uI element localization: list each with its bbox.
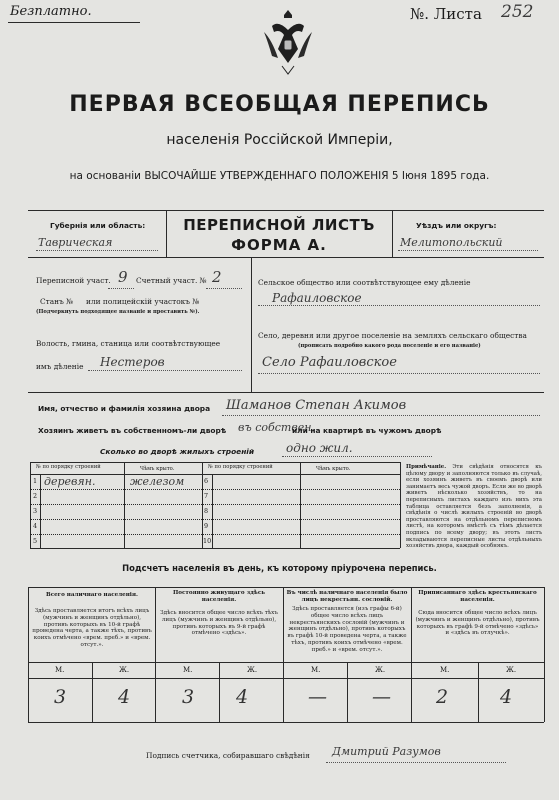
pop-c3-m-head: М. <box>311 666 321 674</box>
table-row: 6 <box>204 477 209 485</box>
page-subtitle: населенія Россійской Имперіи, <box>166 132 393 148</box>
guberniya-label: Губернія или область: <box>50 221 146 230</box>
sheet-number-label: №. Листа <box>410 5 482 23</box>
buildings-col-roof: Чѣмъ крыто. <box>140 466 175 472</box>
pop-col1-note: Здѣсь проставляется итогъ всѣхъ лицъ (мужчинъ и женщинъ отдѣльно), противъ которыхъ въ 10-й графѣ проведена черта, а также тѣхъ, противъ коихъ отмѣчено «врем. преб.» и «врем. отсут.». <box>32 608 152 648</box>
stan-police-label: или полицейскій участокъ № <box>86 297 200 306</box>
table-row: 3 <box>33 507 38 515</box>
free-label: Безплатно. <box>10 4 92 19</box>
table-row: железом <box>130 475 185 488</box>
count-district-label: Счетный участ. № <box>136 276 207 285</box>
owner-rent-label: или на квартирѣ въ чужомъ дворѣ <box>292 426 442 435</box>
form-type: ФОРМА А. <box>231 236 327 254</box>
table-row: 7 <box>204 492 209 500</box>
volost-label-2: имъ дѣленіе <box>36 362 84 371</box>
census-district-value: 9 <box>118 268 128 286</box>
pop-c1-m-head: М. <box>55 666 65 674</box>
table-row: 4 <box>33 522 38 530</box>
pop-col3-head: Въ числѣ наличнаго населенія было лицъ некрестьян. сословій. <box>286 590 408 603</box>
signature-label: Подпись счетчика, собиравшаго свѣдѣнія <box>146 751 310 760</box>
owner-value: Шаманов Степан Акимов <box>226 398 407 413</box>
buildings-value: одно жил. <box>286 441 353 455</box>
pop-c2-f-head: Ж. <box>247 666 258 674</box>
table-row: деревян. <box>44 475 96 488</box>
buildings-col-number: № по порядку строений <box>36 464 101 470</box>
population-title: Подсчетъ населенія въ день, къ которому пріурочена перепись. <box>122 563 437 573</box>
note-block <box>406 464 542 550</box>
pop-c4-f-head: Ж. <box>506 666 517 674</box>
society-value: Рафаиловское <box>272 291 362 305</box>
guberniya-value: Таврическая <box>38 236 113 249</box>
pop-col2-note: Здѣсь вносится общее число всѣхъ тѣхъ лицъ (мужчинъ и женщинъ отдѣльно), противъ которыхъ въ 9-й графѣ отмѣчено «здѣсь». <box>160 610 278 637</box>
note-text: Эти свѣдѣнія относятся къ цѣлому двору и заполняются только въ случаѣ, если хозяинъ живетъ въ своемъ дворѣ или занимаетъ весь чужой дворъ. Если же во дворѣ живетъ нѣсколько хозяйствъ, то на переписныхъ листахъ каждаго изъ нихъ эта таблица оставляется безъ заполненія, а свѣдѣнія о числѣ жилыхъ строеній во дворѣ проставляются на отдѣльномъ переписномъ листѣ, на которомъ вмѣстѣ съ тѣмъ дѣлается подпись по всему двору; въ этотъ листъ вкладываются переписные листы отдѣльныхъ хозяйствъ двора, каждый особнякъ. <box>406 464 542 550</box>
pop-c4-m-value: 2 <box>436 686 449 708</box>
pop-c3-m-value: — <box>308 686 327 708</box>
buildings-col-number-2: № по порядку строений <box>208 464 273 470</box>
volost-value: Нестеров <box>100 355 165 369</box>
uezd-value: Мелитопольский <box>400 236 503 249</box>
pop-col4-head: Приписаннаго здѣсь крестьянскаго населенія. <box>418 590 537 603</box>
pop-col2-head: Постоянно живущаго здѣсь населенія. <box>172 590 266 603</box>
owner-label: Имя, отчество и фамилія хозяина двора <box>38 404 211 413</box>
pop-col1-head: Всего наличнаго населенія. <box>45 592 138 598</box>
village-note: (прописать подробно какого рода поселеніе и его названіе) <box>298 343 481 349</box>
pop-c1-f-head: Ж. <box>119 666 130 674</box>
village-label: Село, деревня или другое поселеніе на земляхъ сельскаго общества <box>258 331 527 340</box>
sheet-number-value: 252 <box>501 2 534 22</box>
table-row: 2 <box>33 492 38 500</box>
pop-col3-note: Здѣсь проставляется (изъ графы 6-й) общее число всѣхъ лицъ некрестьянскихъ сословій (мужчинъ и женщинъ отдѣльно), противъ которыхъ въ графѣ 10-й проведена черта, а также тѣхъ, противъ коихъ отмѣчено «врем. преб.» и «врем. отсут.». <box>287 606 407 653</box>
pop-c1-m-value: 3 <box>54 686 67 708</box>
pop-c3-f-value: — <box>372 686 391 708</box>
pop-c1-f-value: 4 <box>118 686 131 708</box>
census-district-label: Переписной участ. <box>36 276 111 285</box>
count-district-value: 2 <box>212 268 222 286</box>
owner-lives-value: въ собствен. <box>238 421 315 434</box>
table-row: 1 <box>33 477 38 485</box>
village-value: Село Рафаиловское <box>262 355 397 370</box>
stan-note: (Подчеркнуть подходящее названіе и проставить №). <box>36 309 200 315</box>
pop-c4-m-head: М. <box>440 666 450 674</box>
pop-c2-m-head: М. <box>183 666 193 674</box>
legal-basis: на основаніи ВЫСОЧАЙШЕ УТВЕРЖДЕННАГО ПОЛОЖЕНІЯ 5 Іюня 1895 года. <box>69 170 490 182</box>
table-row: 9 <box>204 522 209 530</box>
page-title: ПЕРВАЯ ВСЕОБЩАЯ ПЕРЕПИСЬ <box>69 92 490 117</box>
society-label: Сельское общество или соотвѣтствующее ему дѣленіе <box>258 278 471 287</box>
pop-c3-f-head: Ж. <box>375 666 386 674</box>
pop-c2-f-value: 4 <box>236 686 249 708</box>
table-row: 5 <box>33 537 38 545</box>
signature-value: Дмитрий Разумов <box>332 745 441 758</box>
owner-lives-label: Хозяинъ живетъ въ собственномъ-ли дворѣ <box>38 426 227 435</box>
volost-label: Волость, гмина, станица или соотвѣтствующее <box>36 339 221 348</box>
uezd-label: Уѣздъ или округъ: <box>416 221 497 230</box>
buildings-label: Сколько во дворѣ жилыхъ строеній <box>100 447 255 456</box>
pop-col4-note: Сюда вносится общее число всѣхъ лицъ (мужчинъ и женщинъ отдѣльно), противъ которыхъ въ графѣ 9-й отмѣчено «здѣсь» и «здѣсь въ отлучкѣ». <box>415 610 540 637</box>
note-title: Примѣчаніе. <box>406 464 447 470</box>
imperial-eagle-emblem <box>262 6 314 78</box>
pop-c2-m-value: 3 <box>182 686 195 708</box>
buildings-col-roof-2: Чѣмъ крыто. <box>316 466 351 472</box>
form-title: ПЕРЕПИСНОЙ ЛИСТЪ <box>183 216 375 234</box>
table-row: 10 <box>203 537 212 545</box>
table-row: 8 <box>204 507 209 515</box>
stan-label: Станъ № <box>40 297 74 306</box>
pop-c4-f-value: 4 <box>500 686 513 708</box>
